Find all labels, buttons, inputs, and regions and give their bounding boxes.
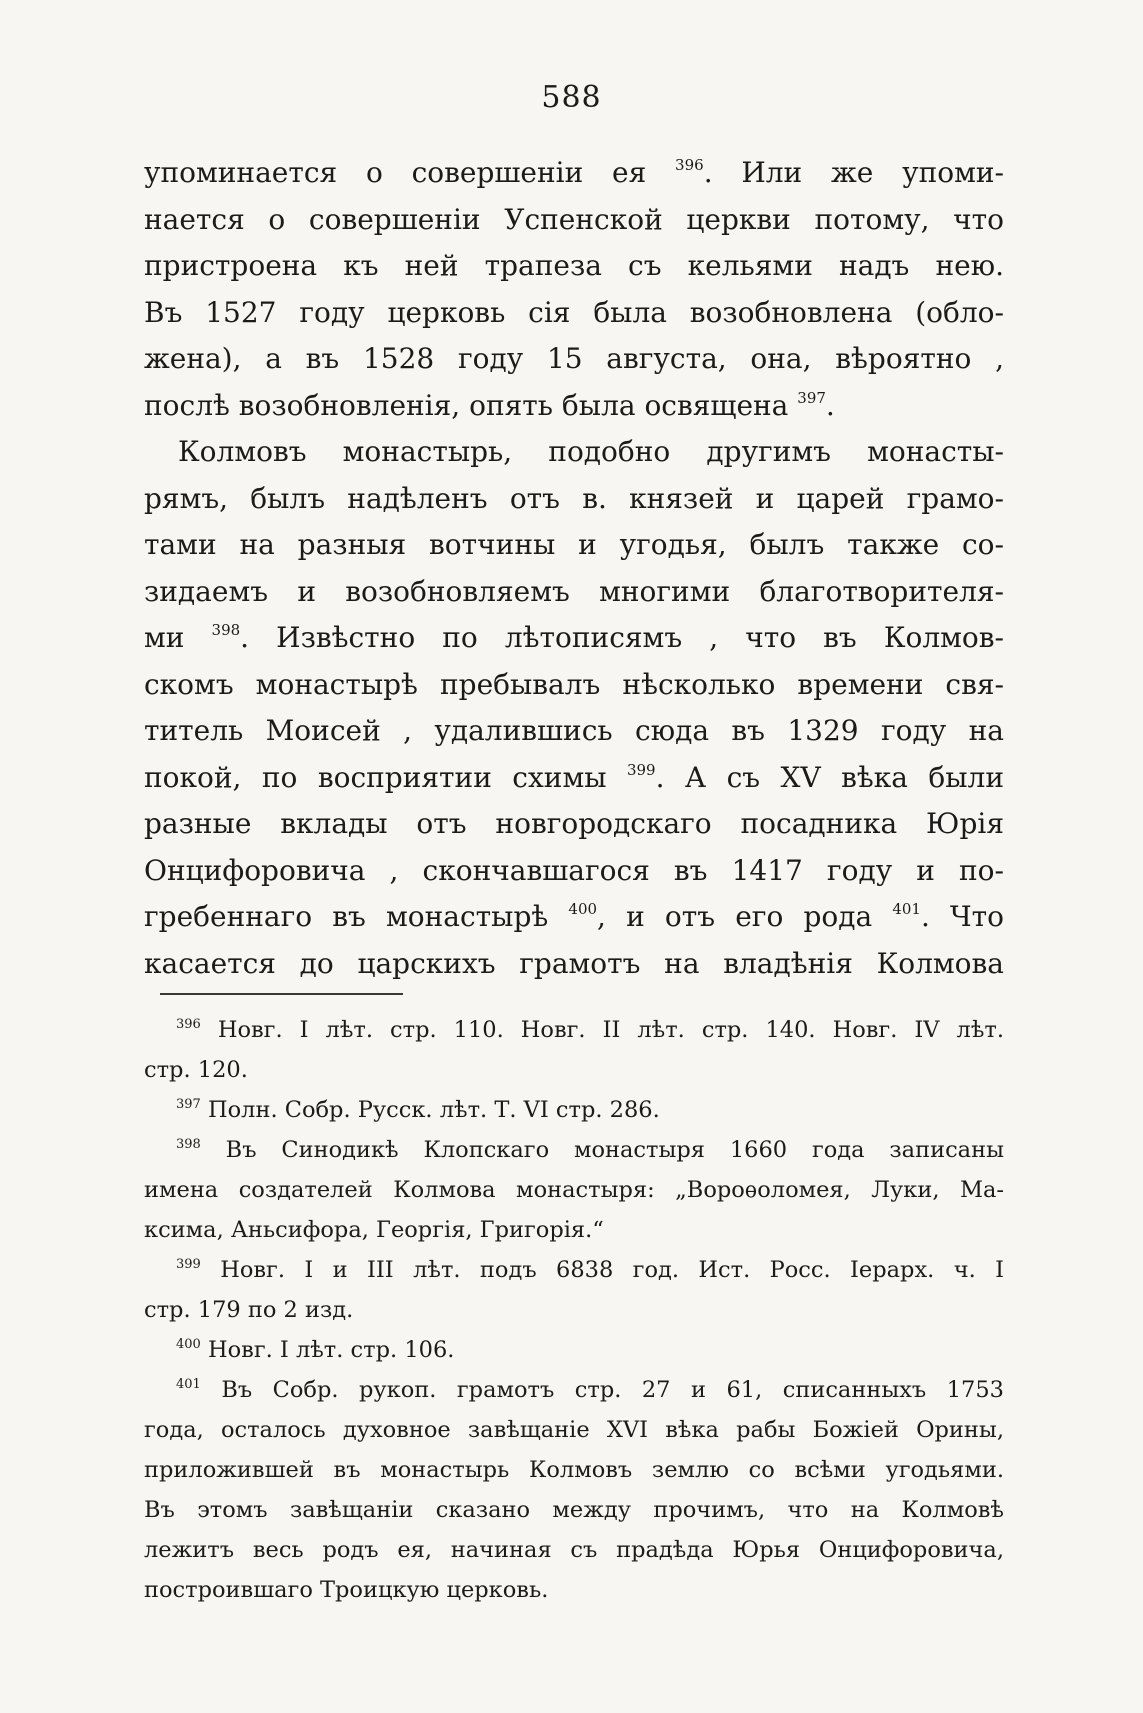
footnote-line: стр. 179 по 2 изд. xyxy=(144,1297,354,1323)
footnote-divider xyxy=(160,993,403,995)
footnote-number: 399 xyxy=(176,1257,201,1272)
footnote-401: $^{401}$ Въ Собр. рукоп. грамотъ стр. 27 и 61, списанныхъ 1753 xyxy=(176,1377,1004,1403)
footnote-line: лежитъ весь родъ ея, начиная съ прадѣда Юрья Онцифоровича, xyxy=(144,1537,1004,1563)
text-line: Онцифоровича , скончавшагося въ 1417 году и по- xyxy=(144,853,1004,887)
footnote-ref[interactable]: 397 xyxy=(797,388,826,407)
text-line: разные вклады отъ новгородскаго посадника Юрiя xyxy=(144,807,1004,840)
text-line: тами на разныя вотчины и угодья, былъ также со- xyxy=(144,528,1004,561)
footnote-number: 398 xyxy=(176,1137,201,1152)
footnotes xyxy=(144,1010,1004,1610)
page-number: 588 xyxy=(541,80,602,115)
footnote-line: ксима, Аньсифора, Георгiя, Григорiя.“ xyxy=(144,1217,604,1243)
text-line: жена), а въ 1528 году 15 августа, она, вѣроятно , xyxy=(144,342,1004,375)
footnote-number: 401 xyxy=(176,1377,201,1392)
footnote-number: 400 xyxy=(176,1337,201,1352)
footnote-400: $^{400}$ Новг. I лѣт. стр. 106. xyxy=(176,1337,455,1363)
text-line: титель Моисей , удалившись сюда въ 1329 году на xyxy=(144,714,1004,747)
text-line: ми $^{398}$. Извѣстно по лѣтописямъ , что въ Колмов- xyxy=(144,621,1004,654)
footnote-ref[interactable]: 399 xyxy=(626,760,656,779)
text-line: касается до царскихъ грамотъ на владѣнiя Колмова xyxy=(144,946,1004,980)
text-line: рямъ, былъ надѣленъ отъ в. князей и царей грамо- xyxy=(144,481,1004,515)
footnote-399: $^{399}$ Новг. I и III лѣт. подъ 6838 год. Ист. Росс. Iерарх. ч. I xyxy=(176,1257,1004,1283)
footnote-397: $^{397}$ Полн. Собр. Русск. лѣт. Т. VI стр. 286. xyxy=(176,1097,660,1123)
footnote-396: $^{396}$ Новг. I лѣт. стр. 110. Новг. II лѣт. стр. 140. Новг. IV лѣт. xyxy=(176,1017,1004,1043)
footnote-ref[interactable]: 396 xyxy=(675,156,704,174)
text-line: упоминается о совершенiи ея $^{396}$. Или же упоми- xyxy=(144,156,1004,189)
text-line: Колмовъ монастырь, подобно другимъ монасты- xyxy=(178,435,1004,468)
footnote-line: имена создателей Колмова монастыря: „Вороѳоломея, Луки, Ма- xyxy=(144,1177,1004,1203)
text-line: Въ 1527 году церковь сiя была возобновлена (обло- xyxy=(144,295,1004,329)
footnote-number: 397 xyxy=(176,1097,201,1112)
footnote-line: года, осталось духовное завѣщанiе XVI вѣка рабы Божiей Орины, xyxy=(144,1417,1004,1443)
text-line: нается о совершенiи Успенской церкви потому, что xyxy=(144,202,1004,236)
text-line: покой, по восприятии схимы $^{399}$. А съ XV вѣка были xyxy=(144,760,1004,794)
footnote-ref[interactable]: 400 xyxy=(568,900,598,918)
text-line: гребеннаго въ монастырѣ $^{400}$, и отъ его рода $^{401}$. Что xyxy=(144,900,1004,933)
footnote-ref[interactable]: 401 xyxy=(892,900,921,918)
footnote-ref[interactable]: 398 xyxy=(211,621,241,639)
footnote-line: построившаго Троицкую церковь. xyxy=(144,1577,549,1603)
footnote-line: стр. 120. xyxy=(144,1057,248,1083)
text-line: пристроена къ ней трапеза съ кельями надъ нею. xyxy=(144,249,1004,282)
text-line: зидаемъ и возобновляемъ многими благотворителя- xyxy=(144,574,1004,608)
footnote-line: Въ этомъ завѣщанiи сказано между прочимъ, что на Колмовѣ xyxy=(144,1497,1004,1523)
main-text xyxy=(144,150,1004,987)
footnote-number: 396 xyxy=(176,1017,201,1032)
footnote-line: приложившей въ монастырь Колмовъ землю со всѣми угодьями. xyxy=(144,1457,1004,1483)
footnote-398: $^{398}$ Въ Синодикѣ Клопскаго монастыря 1660 года записаны xyxy=(176,1137,1004,1163)
text-line: послѣ возобновленiя, опять была освящена $^{397}$. xyxy=(144,388,835,422)
text-line: скомъ монастырѣ пребывалъ нѣсколько времени свя- xyxy=(144,667,1004,701)
